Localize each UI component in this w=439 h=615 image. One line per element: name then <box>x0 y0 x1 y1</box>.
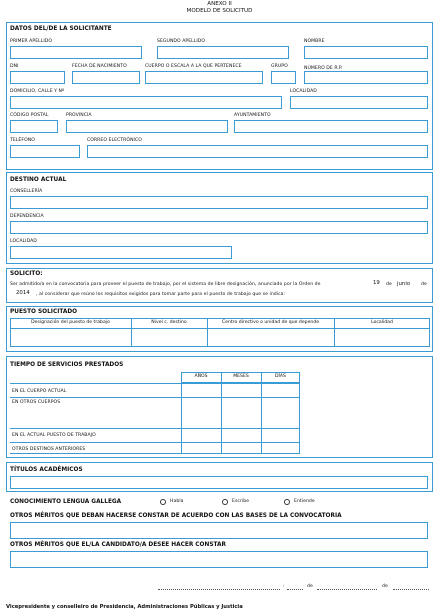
merits-candidate-field[interactable] <box>10 551 428 568</box>
day-line[interactable] <box>287 589 303 590</box>
department-label: CONSELLERÍA <box>10 189 43 194</box>
requested-post-heading: PUESTO SOLICITADO <box>10 309 78 315</box>
group-field[interactable] <box>271 71 296 84</box>
col-years: AÑOS <box>194 374 208 379</box>
order-day[interactable]: 19 <box>373 280 380 286</box>
department-field[interactable] <box>10 196 428 209</box>
second-surname-field[interactable] <box>157 46 289 59</box>
place-comma: , <box>283 583 285 588</box>
address-field[interactable] <box>10 96 282 109</box>
first-surname-label: PRIMER APELLIDO <box>10 39 53 44</box>
dependency-label: DEPENDENCIA <box>10 214 44 219</box>
write-radio[interactable] <box>222 499 228 505</box>
year-line[interactable] <box>393 589 429 590</box>
merits-bases-field[interactable] <box>10 522 428 539</box>
applicant-heading: DATOS DEL/DE LA SOLICITANTE <box>10 26 112 32</box>
understand-label: Entiende <box>294 499 315 504</box>
col-locality: Localidad <box>371 320 393 325</box>
first-surname-field[interactable] <box>10 46 142 59</box>
place-line[interactable] <box>158 589 280 590</box>
postal-code-field[interactable] <box>10 120 58 133</box>
municipality-field[interactable] <box>234 120 428 133</box>
galician-heading: CONOCIMIENTO LENGUA GALLEGA <box>10 499 122 505</box>
municipality-label: AYUNTAMIENTO <box>234 113 271 118</box>
academic-field[interactable] <box>10 476 428 489</box>
directorate-cell[interactable] <box>208 329 333 346</box>
row-line-0 <box>10 383 300 384</box>
row-line-3 <box>10 442 300 443</box>
order-de2: de <box>421 282 427 287</box>
province-field[interactable] <box>66 120 228 133</box>
current-locality-label: LOCALIDAD <box>10 239 37 244</box>
locality-field[interactable] <box>290 96 428 109</box>
province-label: PROVINCIA <box>66 113 92 118</box>
phone-field[interactable] <box>10 145 80 158</box>
address-label: DOMICILIO, CALLE Y Nº <box>10 89 65 94</box>
col-days: DÍAS <box>275 374 286 379</box>
dni-field[interactable] <box>10 71 65 84</box>
level-cell[interactable] <box>132 329 206 346</box>
dni-label: DNI <box>10 64 19 69</box>
locality-label: LOCALIDAD <box>290 89 317 94</box>
email-field[interactable] <box>87 145 428 158</box>
row-previous-posts: OTROS DESTINOS ANTERIORES <box>12 447 86 452</box>
birth-date-field[interactable] <box>72 71 140 84</box>
current-locality-field[interactable] <box>10 246 232 259</box>
corps-field[interactable] <box>145 71 263 84</box>
phone-label: TELÉFONO <box>10 138 35 143</box>
understand-radio[interactable] <box>284 499 290 505</box>
col-level: Nivel c. destino <box>151 320 187 325</box>
row-current-corps: EN EL CUERPO ACTUAL <box>12 389 67 394</box>
dependency-field[interactable] <box>10 221 428 234</box>
request-heading: SOLICITO: <box>10 271 43 277</box>
birth-date-label: FECHA DE NACIMIENTO <box>72 64 127 69</box>
current-post-heading: DESTINO ACTUAL <box>10 177 67 183</box>
annex-title: ANEXO II <box>207 1 232 7</box>
speak-label: Habla <box>170 499 184 504</box>
corps-label: CUERPO O ESCALA A LA QUE PERTENECE <box>145 64 242 69</box>
group-label: GRUPO <box>271 64 288 69</box>
write-label: Escribe <box>232 499 250 504</box>
request-text-line2: , al considerar que reúno los requisitos exigidos para tomar parte para el puesto de trabajo que se indica: <box>36 292 286 297</box>
row-current-post: EN EL ACTUAL PUESTO DE TRABAJO <box>12 433 96 438</box>
postal-code-label: CÓDIGO POSTAL <box>10 113 49 118</box>
row-line-2 <box>10 428 300 429</box>
merits-bases-heading: OTROS MÉRITOS QUE DEBAN HACERSE CONSTAR DE ACUERDO CON LAS BASES DE LA CONVOCATORIA <box>10 513 342 519</box>
rp-number-field[interactable] <box>304 71 428 84</box>
col-designation: Designación del puesto de trabajo <box>31 320 110 325</box>
row-other-corps: EN OTROS CUERPOS <box>12 400 61 405</box>
locality-cell[interactable] <box>335 329 429 346</box>
second-surname-label: SEGUNDO APELLIDO <box>157 39 206 44</box>
speak-radio[interactable] <box>160 499 166 505</box>
academic-heading: TÍTULOS ACADÉMICOS <box>10 467 83 473</box>
footer-addressee: Vicepresidente y conselleiro de Presidencia, Administraciones Públicas y Justicia <box>6 604 243 610</box>
row-line-1 <box>10 397 300 398</box>
email-label: CORREO ELECTRÓNICO <box>87 138 142 143</box>
sign-de2: de <box>382 584 388 589</box>
request-text-line1: Ser admitido/a en la convocatoria para proveer el puesto de trabajo, por el sistema de libre designación, anunciado por la Orden de <box>10 282 321 287</box>
sign-de1: de <box>307 584 313 589</box>
name-field[interactable] <box>304 46 428 59</box>
name-label: NOMBRE <box>304 39 325 44</box>
month-line[interactable] <box>317 589 377 590</box>
designation-cell[interactable] <box>11 329 130 346</box>
rp-number-label: NÚMERO DE R.P. <box>304 66 343 71</box>
col-months: MESES <box>233 374 249 379</box>
service-time-heading: TIEMPO DE SERVICIOS PRESTADOS <box>10 362 124 368</box>
order-year[interactable]: 2014 <box>16 290 30 296</box>
order-month[interactable]: junio <box>397 281 411 287</box>
col-directorate: Centro directivo o unidad de que depende <box>221 320 320 325</box>
order-de1: de <box>386 282 392 287</box>
form-title: MODELO DE SOLICITUD <box>186 8 253 14</box>
merits-candidate-heading: OTROS MÉRITOS QUE EL/LA CANDIDATO/A DESEE HACER CONSTAR <box>10 542 226 548</box>
